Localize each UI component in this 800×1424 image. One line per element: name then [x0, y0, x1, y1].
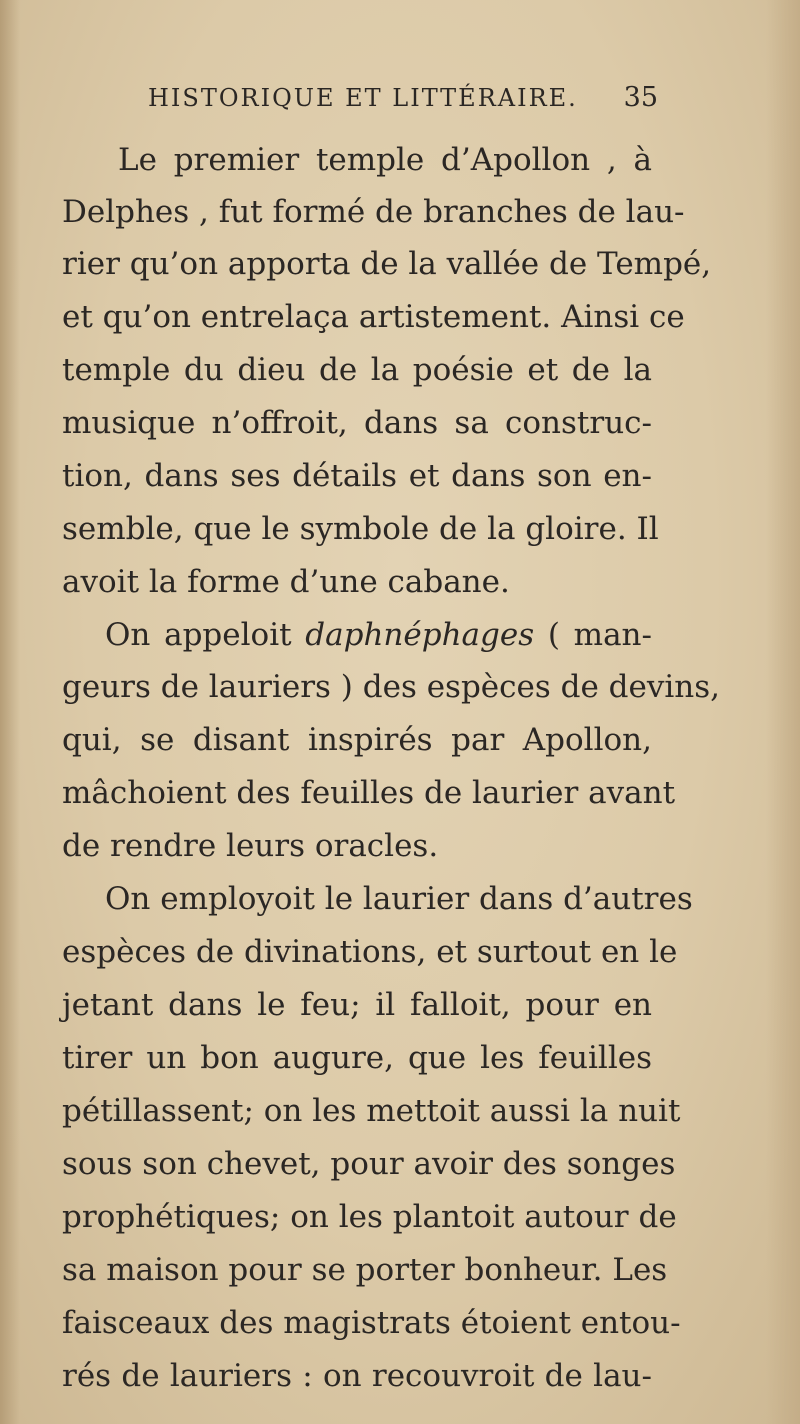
text-line: espèces de divinations, et surtout en le: [62, 934, 678, 970]
text-line: temple du dieu de la poésie et de la: [62, 352, 652, 388]
italic-term: daphnéphages: [305, 617, 535, 653]
text-line: tion, dans ses détails et dans son en-: [62, 458, 652, 494]
text-line: sa maison pour se porter bonheur. Les: [62, 1252, 668, 1288]
text-line: qui, se disant inspirés par Apollon,: [62, 722, 652, 758]
text-line: avoit la forme d’une cabane.: [62, 564, 510, 600]
text-line: Le premier temple d’Apollon , à: [118, 142, 652, 178]
text-line: semble, que le symbole de la gloire. Il: [62, 511, 659, 547]
text-line: Delphes , fut formé de branches de lau-: [62, 194, 685, 230]
text-run: ( man-: [534, 617, 652, 653]
text-line: jetant dans le feu; il falloit, pour en: [62, 987, 652, 1023]
page-shadow-right: [766, 0, 800, 1424]
text-line: On employoit le laurier dans d’autres: [105, 881, 693, 917]
text-line: sous son chevet, pour avoir des songes: [62, 1146, 676, 1182]
text-line: prophétiques; on les plantoit autour de: [62, 1199, 677, 1235]
text-line: de rendre leurs oracles.: [62, 828, 439, 864]
text-line: geurs de lauriers ) des espèces de devins,: [62, 669, 721, 705]
text-line: musique n’offroit, dans sa construc-: [62, 405, 652, 441]
text-line: et qu’on entrelaça artistement. Ainsi ce: [62, 299, 685, 335]
text-run: On appeloit: [105, 617, 306, 653]
text-line: tirer un bon augure, que les feuilles: [62, 1040, 652, 1076]
text-line: faisceaux des magistrats étoient entou-: [62, 1305, 681, 1341]
page-header: [148, 84, 658, 126]
text-line: [105, 610, 652, 660]
page-shadow-left: [0, 0, 20, 1424]
text-line: rier qu’on apporta de la vallée de Tempé,: [62, 246, 712, 282]
text-line: mâchoient des feuilles de laurier avant: [62, 775, 676, 811]
text-line: rés de lauriers : on recouvroit de lau-: [62, 1358, 652, 1394]
text-line: pétillassent; on les mettoit aussi la nuit: [62, 1093, 681, 1129]
page-number: 35: [623, 82, 658, 113]
running-title: HISTORIQUE ET LITTÉRAIRE.: [148, 84, 578, 112]
